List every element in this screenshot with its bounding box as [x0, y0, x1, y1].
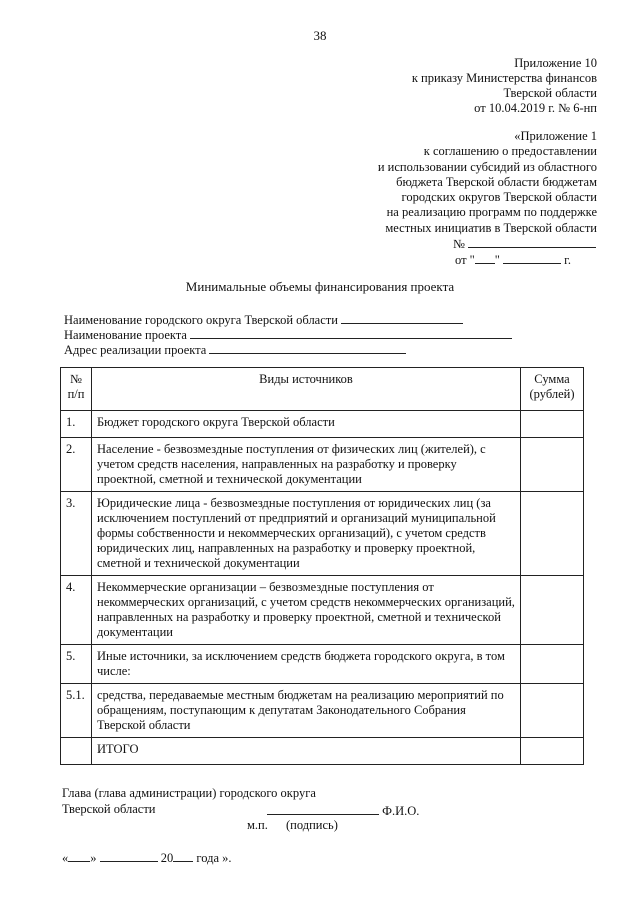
agreement-date-field — [455, 251, 571, 268]
fio-label: Ф.И.О. — [382, 804, 420, 818]
row-source: Население - безвозмездные поступления от физических лиц (жителей), с учетом средств населения, направленных на разработку и проверку проектной, сметной и технической документации — [92, 438, 521, 492]
header-num: № п/п — [61, 368, 92, 411]
signature-blank[interactable] — [267, 802, 379, 815]
row-sum-cell[interactable] — [521, 645, 584, 684]
footer-month-blank[interactable] — [100, 849, 158, 862]
appendix-sub-line: к соглашению о предоставлении — [423, 144, 597, 159]
row-sum-cell[interactable] — [521, 576, 584, 645]
signature-caption: (подпись) — [286, 818, 338, 832]
table-row — [61, 411, 584, 438]
row-num: 2. — [61, 438, 92, 492]
appendix-main-line: от 10.04.2019 г. № 6-нп — [474, 101, 597, 115]
row-num: 5.1. — [61, 684, 92, 738]
field-address — [64, 341, 406, 358]
date-mid: " — [494, 253, 504, 267]
total-label: ИТОГО — [92, 738, 521, 765]
table-row — [61, 492, 584, 576]
document-title: Минимальные объемы финансирования проекта — [185, 279, 455, 294]
row-num — [61, 738, 92, 765]
field-address-blank[interactable] — [209, 341, 406, 354]
sources-table — [60, 367, 584, 765]
row-num: 4. — [61, 576, 92, 645]
appendix-main-block — [412, 56, 597, 116]
stamp-label: м.п. — [247, 818, 268, 832]
date-prefix: от " — [455, 253, 475, 267]
row-num: 1. — [61, 411, 92, 438]
appendix-sub-block — [378, 129, 597, 236]
appendix-sub-line: «Приложение 1 — [514, 129, 597, 143]
page-number: 38 — [313, 28, 327, 43]
row-sum-cell[interactable] — [521, 492, 584, 576]
appendix-sub-line: и использовании субсидий из областного — [377, 159, 597, 174]
signature-title-line2: Тверской области — [62, 802, 156, 816]
row-source: Некоммерческие организации – безвозмездные поступления от некоммерческих организаций, с учетом средств некоммерческих организаций, направленных на разработку и проверку проектной, сметной и технической документации — [92, 576, 521, 645]
footer-year-blank[interactable] — [173, 849, 193, 862]
agreement-number-field — [453, 235, 596, 252]
footer-suffix: года ». — [193, 851, 232, 865]
row-source: Юридические лица - безвозмездные поступления от юридических лиц (за исключением поступлений от предприятий и организаций муниципальной формы собственности и некоммерческих организаций), с учетом средств юридических лиц, направленных на разработку и проверку проектной, сметной и технической документации — [92, 492, 521, 576]
footer-day-blank[interactable] — [68, 849, 90, 862]
footer-open-quote: « — [62, 851, 69, 865]
signature-title-line1: Глава (глава администрации) городского округа — [62, 786, 316, 800]
row-num: 5. — [61, 645, 92, 684]
header-source: Виды источников — [92, 368, 521, 411]
field-district-blank[interactable] — [341, 311, 463, 324]
table-row — [61, 576, 584, 645]
footer-year-prefix: 20 — [160, 851, 174, 865]
footer-close-quote: » — [90, 851, 97, 865]
row-sum-cell[interactable] — [521, 684, 584, 738]
total-sum-cell[interactable] — [521, 738, 584, 765]
table-row — [61, 438, 584, 492]
appendix-sub-line: на реализацию программ по поддержке — [386, 205, 597, 220]
table-total-row — [61, 738, 584, 765]
appendix-sub-line: городских округов Тверской области — [401, 190, 597, 205]
field-label: Наименование проекта — [64, 328, 187, 342]
row-num: 3. — [61, 492, 92, 576]
appendix-main-line: Приложение 10 — [514, 56, 597, 70]
number-blank[interactable] — [468, 235, 596, 248]
number-sign: № — [453, 237, 465, 251]
footer-date — [62, 849, 232, 866]
signature-field — [267, 802, 419, 819]
table-row — [61, 684, 584, 738]
field-project-name-blank[interactable] — [190, 326, 512, 339]
appendix-main-line: к приказу Министерства финансов — [411, 71, 597, 85]
date-suffix: г. — [561, 253, 571, 267]
row-sum-cell[interactable] — [521, 411, 584, 438]
appendix-sub-line: бюджета Тверской области бюджетам — [396, 174, 597, 189]
field-label: Адрес реализации проекта — [64, 343, 207, 357]
row-source: Бюджет городского округа Тверской области — [92, 411, 521, 438]
field-label: Наименование городского округа Тверской области — [64, 313, 338, 327]
row-source: средства, передаваемые местным бюджетам на реализацию мероприятий по обращениям, поступающим к депутатам Законодательного Собрания Тверской области — [92, 684, 521, 738]
date-month-blank[interactable] — [503, 251, 561, 264]
appendix-main-line: Тверской области — [503, 86, 597, 100]
appendix-sub-line: местных инициатив в Тверской области — [385, 220, 597, 235]
table-header-row — [61, 368, 584, 411]
row-sum-cell[interactable] — [521, 438, 584, 492]
table-row — [61, 645, 584, 684]
row-source: Иные источники, за исключением средств бюджета городского округа, в том числе: — [92, 645, 521, 684]
date-day-blank[interactable] — [475, 251, 495, 264]
header-sum: Сумма (рублей) — [521, 368, 584, 411]
